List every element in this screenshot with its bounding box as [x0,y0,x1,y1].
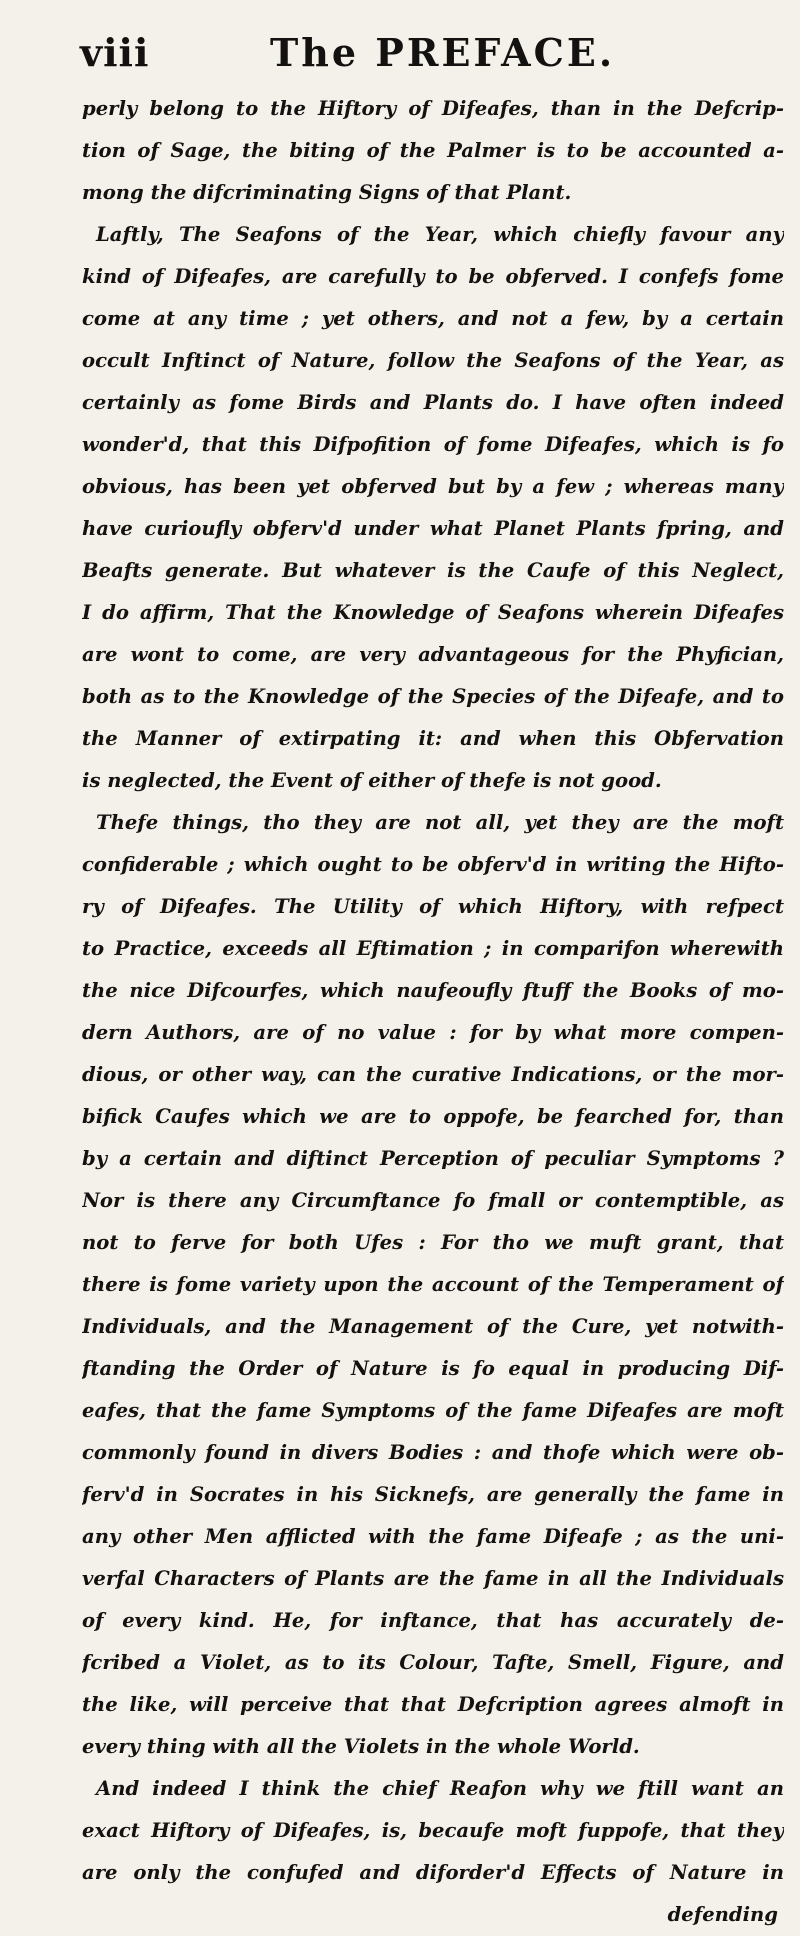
text-line: And indeed I think the chief Reafon why we ftill want an [96,1777,784,1800]
text-line: occult Inftinct of Nature, follow the Seafons of the Year, as [82,349,784,372]
text-line: Thefe things, tho they are not all, yet they are the moft [96,811,784,834]
text-line: tion of Sage, the biting of the Palmer is to be accounted a- [82,139,784,162]
text-line: fcribed a Violet, as to its Colour, Tafte, Smell, Figure, and [82,1651,784,1674]
text-line: any other Men afflicted with the fame Difeafe ; as the uni- [82,1525,784,1548]
text-line: eafes, that the fame Symptoms of the fame Difeafes are moft [82,1399,784,1422]
text-line: kind of Difeafes, are carefully to be obferved. I confefs fome [82,265,784,288]
text-line: there is fome variety upon the account of the Temperament of [82,1273,784,1296]
body-text [82,88,784,1936]
text-line: is neglected, the Event of either of thefe is not good. [82,769,662,792]
text-line: Laftly, The Seafons of the Year, which chiefly favour any [96,223,784,246]
text-line: Beafts generate. But whatever is the Caufe of this Neglect, [82,559,784,582]
text-line: ry of Difeafes. The Utility of which Hiftory, with refpect [82,895,784,918]
running-title: The PREFACE. [270,30,616,75]
text-line: have curioufly obferv'd under what Planet Plants fpring, and [82,517,784,540]
running-head [80,12,780,75]
text-line: dious, or other way, can the curative Indications, or the mor- [82,1063,784,1086]
text-line: exact Hiftory of Difeafes, is, becaufe moft fuppofe, that they [82,1819,784,1842]
text-line: ftanding the Order of Nature is fo equal in producing Dif- [82,1357,784,1380]
text-line: Individuals, and the Management of the Cure, yet notwith- [82,1315,784,1338]
text-line: Nor is there any Circumftance fo fmall or contemptible, as [82,1189,784,1212]
text-line: come at any time ; yet others, and not a few, by a certain [82,307,784,330]
text-line: obvious, has been yet obferved but by a few ; whereas many [82,475,784,498]
text-line: certainly as fome Birds and Plants do. I have often indeed [82,391,784,414]
text-line: commonly found in divers Bodies : and thofe which were ob- [82,1441,784,1464]
text-line: bifick Caufes which we are to oppofe, be fearched for, than [82,1105,784,1128]
text-line: not to ferve for both Ufes : For tho we muft grant, that [82,1231,784,1254]
text-line: I do affirm, That the Knowledge of Seafons wherein Difeafes [82,601,784,624]
text-line: mong the difcriminating Signs of that Plant. [82,181,572,204]
text-line: every thing with all the Violets in the whole World. [82,1735,640,1758]
text-line: to Practice, exceeds all Eftimation ; in comparifon wherewith [82,937,784,960]
text-line: are only the confufed and diforder'd Effects of Nature in [82,1861,784,1884]
text-line: both as to the Knowledge of the Species of the Difeafe, and to [82,685,784,708]
text-line: the nice Difcourfes, which naufeoufly ftuff the Books of mo- [82,979,784,1002]
text-line: by a certain and diftinct Perception of peculiar Symptoms ? [82,1147,784,1170]
catchword: defending [667,1903,778,1926]
text-line: perly belong to the Hiftory of Difeafes, than in the Defcrip- [82,97,784,120]
text-line: verfal Characters of Plants are the fame in all the Individuals [82,1567,784,1590]
text-line: dern Authors, are of no value : for by what more compen- [82,1021,784,1044]
text-line: of every kind. He, for inftance, that has accurately de- [82,1609,784,1632]
text-line: ferv'd in Socrates in his Sicknefs, are generally the fame in [82,1483,784,1506]
text-line: wonder'd, that this Difpofition of fome Difeafes, which is fo [82,433,784,456]
text-line: are wont to come, are very advantageous for the Phyfician, [82,643,784,666]
text-line: the Manner of extirpating it: and when this Obfervation [82,727,784,750]
page-number: viii [80,30,150,75]
text-line: the like, will perceive that that Defcription agrees almoft in [82,1693,784,1716]
text-line: confiderable ; which ought to be obferv'd in writing the Hifto- [82,853,784,876]
